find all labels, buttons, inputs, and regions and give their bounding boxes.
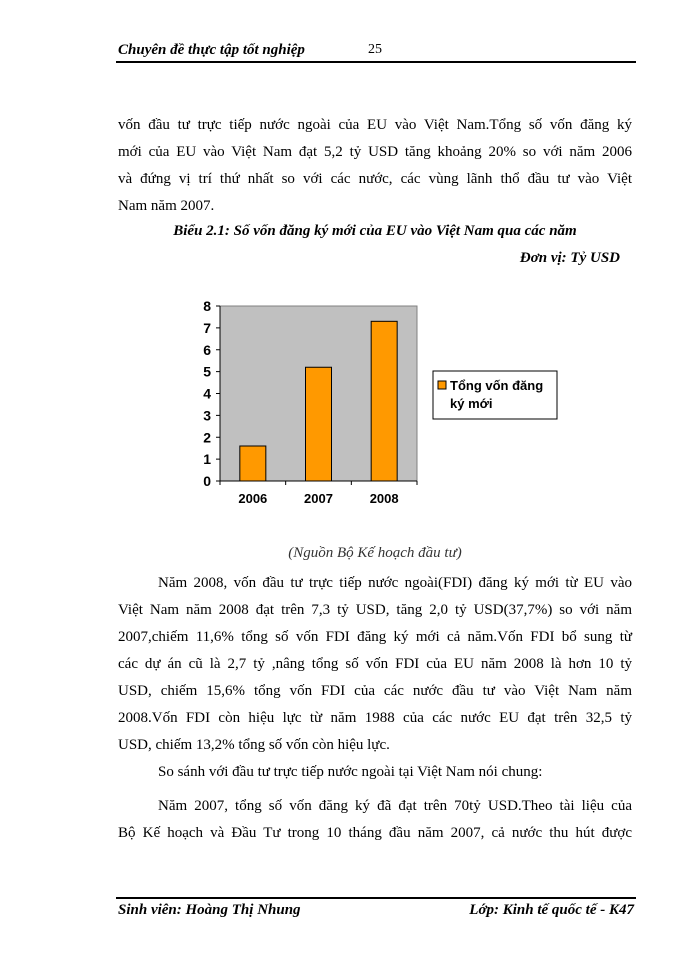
y-tick-label: 1 — [203, 451, 211, 468]
figure-caption: Biểu 2.1: Số vốn đăng ký mới của EU vào Việt Nam qua các năm — [173, 223, 577, 239]
text-line: các dự án cũ là 2,7 tỷ ,nâng tổng số vốn FDI của EU năm 2008 là hơn 10 tỷ — [118, 656, 632, 672]
text-line: mới của EU vào Việt Nam đạt 5,2 tỷ USD tăng khoảng 20% so với năm 2006 — [118, 144, 632, 160]
footer-student: Sinh viên: Hoàng Thị Nhung — [118, 902, 301, 918]
legend-label: Tổng vốn đăng — [450, 378, 544, 393]
y-tick-label: 7 — [203, 319, 211, 336]
legend-label: ký mới — [450, 396, 493, 411]
footer-divider — [116, 897, 636, 899]
page-number: 25 — [368, 42, 382, 57]
x-tick-label: 2007 — [304, 491, 333, 506]
bar — [371, 321, 397, 481]
text-line: USD, chiếm 15,6% tổng vốn FDI của các nước đầu tư vào Việt Nam năm — [118, 683, 632, 699]
paragraph-2007 — [118, 793, 632, 847]
x-tick-label: 2008 — [369, 491, 399, 506]
text-line: USD, chiếm 13,2% tổng số vốn còn hiệu lực. — [118, 737, 390, 753]
text-line: Năm 2007, tổng số vốn đăng ký đã đạt trên 70tỷ USD.Theo tài liệu của — [158, 798, 632, 814]
y-tick-label: 5 — [203, 363, 211, 380]
text-line: vốn đầu tư trực tiếp nước ngoài của EU vào Việt Nam.Tổng số vốn đăng ký — [118, 117, 632, 133]
x-tick-label: 2006 — [238, 491, 268, 506]
y-tick-label: 2 — [203, 429, 211, 446]
text-line: Năm 2008, vốn đầu tư trực tiếp nước ngoài(FDI) đăng ký mới từ EU vào — [158, 575, 632, 591]
text-line: So sánh với đầu tư trực tiếp nước ngoài tại Việt Nam nói chung: — [158, 764, 543, 780]
header-divider — [116, 61, 636, 63]
figure-source: (Nguồn Bộ Kế hoạch đầu tư) — [288, 545, 462, 561]
header-title: Chuyên đề thực tập tốt nghiệp — [118, 42, 305, 58]
chart-svg — [190, 296, 570, 521]
legend-swatch — [438, 381, 446, 389]
text-line: 2007,chiếm 11,6% tổng số vốn FDI đăng ký mới cả năm.Vốn FDI bổ sung từ — [118, 629, 632, 645]
y-tick-label: 0 — [203, 473, 211, 489]
comparison-intro — [118, 759, 632, 786]
text-line: 2008.Vốn FDI còn hiệu lực từ năm 1988 của các nước EU đạt trên 32,5 tỷ — [118, 710, 632, 726]
bar — [240, 446, 266, 481]
text-line: Bộ Kế hoạch và Đầu Tư trong 10 tháng đầu năm 2007, cả nước thu hút được — [118, 825, 632, 841]
intro-paragraph — [118, 112, 632, 220]
y-tick-label: 4 — [203, 385, 211, 402]
bar — [306, 367, 332, 481]
text-line: Nam năm 2007. — [118, 198, 215, 214]
text-line: Việt Nam năm 2008 đạt trên 7,3 tỷ USD, tăng 2,0 tỷ USD(37,7%) so với năm — [118, 602, 632, 618]
bar-chart — [190, 296, 570, 526]
y-tick-label: 3 — [203, 407, 211, 424]
text-line: và đứng vị trí thứ nhất so với các nước, các vùng lãnh thổ đầu tư vào Việt — [118, 171, 632, 187]
figure-unit: Đơn vị: Tỷ USD — [519, 250, 620, 266]
y-tick-label: 8 — [203, 298, 211, 314]
paragraph-2008 — [118, 570, 632, 759]
footer-class: Lớp: Kinh tế quốc tế - K47 — [469, 902, 634, 918]
y-tick-label: 6 — [203, 341, 211, 358]
